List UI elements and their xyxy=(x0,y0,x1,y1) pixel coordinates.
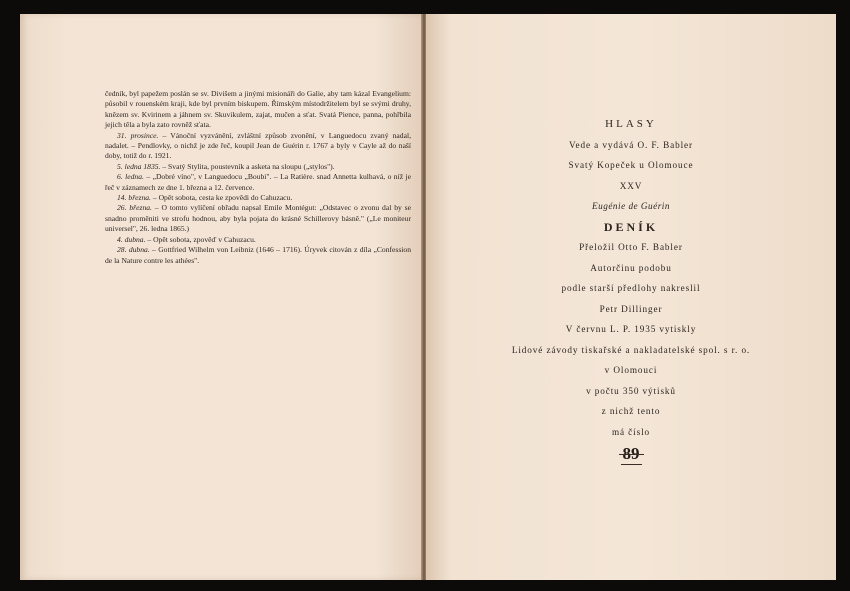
place-line: Svatý Kopeček u Olomouce xyxy=(568,160,694,170)
of-which-line: z nichž tento xyxy=(601,406,661,416)
city-line: v Olomouci xyxy=(604,365,658,375)
note-date: 5. ledna 1835. xyxy=(117,161,161,171)
portrait-source-line: podle starší předlohy nakreslil xyxy=(561,283,701,293)
note-date: 4. dubna. xyxy=(117,234,146,244)
note-date: 14. března. xyxy=(117,193,151,203)
note-paragraph: čedník, byl papežem poslán se sv. Divišem a jinými misionáři do Galie, aby tam kázal Evangelium: působil v rouenském kraji, kde byl prvním biskupem. Římským místodržitelem byl se svými druhy, knězem sv. Kvirinem a jáhnem sv. Skuvikulem, zajat, mučen a sťat. Svatá Pience, panna, pohřbila jejich těla a byla zato rovněž sťata. xyxy=(105,89,411,130)
note-paragraph: 31. prosince. – Vánoční vyzvánění, zvláštní způsob zvonění, v Languedocu zvaný nadal, nadalet. – Pendlovky, o nichž je zde řeč, koupil Jean de Guérin r. 1767 a byly v Cayle až do naší doby, totiž do r. 1921. xyxy=(105,130,411,161)
note-date: 6. ledna. xyxy=(117,172,144,182)
note-paragraph: 4. dubna. – Opět sobota, zpověď v Cahuzacu. xyxy=(117,234,256,244)
note-date: 28. dubna. xyxy=(117,245,150,255)
left-page xyxy=(20,14,424,580)
note-paragraph: 5. ledna 1835. – Svatý Stylita, poustevník a asketa na sloupu („stylos"). xyxy=(117,161,335,171)
printed-line: V červnu L. P. 1935 vytiskly xyxy=(565,324,697,334)
note-paragraph: 14. března. – Opět sobota, cesta ke zpovědi do Cahuzacu. xyxy=(117,193,293,203)
copy-number-wrap xyxy=(426,444,836,472)
book-title: DENÍK xyxy=(603,219,659,234)
volume-number: XXV xyxy=(619,180,643,191)
note-paragraph: 26. března. – O tomto vylíčení obřadu napsal Emile Montégut: „Odstavec o zvonu dal by se snadno proměniti ve strofu hodnou, aby byla pojata do krásné Schillerovy básně." („Le moniteur universel", 26. ledna 1865.) xyxy=(105,203,411,234)
note-date: 26. března. xyxy=(117,203,152,213)
note-date: 31. prosince. xyxy=(117,130,159,140)
copies-line: v počtu 350 výtisků xyxy=(586,385,676,396)
illustrator-name: Petr Dillinger xyxy=(599,303,663,314)
note-paragraph: 6. ledna. – „Dobré víno", v Languedocu „Boubi". – La Ratière. snad Annetta kulhavá, o níž je řeč v záznamech ze dne 1. března a 12. července. xyxy=(105,172,411,192)
editor-line: Vede a vydává O. F. Babler xyxy=(569,139,693,150)
translator-line: Přeložil Otto F. Babler xyxy=(579,242,683,252)
has-number-line: má číslo xyxy=(611,426,651,437)
notes-text xyxy=(105,89,411,266)
author-name: Eugénie de Guérin xyxy=(592,201,670,211)
series-name: HLASY xyxy=(605,118,657,130)
colophon xyxy=(426,114,836,472)
portrait-line: Autorčinu podobu xyxy=(590,262,672,273)
printer-name: Lidové závody tiskařské a nakladatelské spol. s r. o. xyxy=(511,344,751,355)
copy-number: 89 xyxy=(622,444,640,463)
note-paragraph: 28. dubna. – Gottfried Wilhelm von Leibniz (1646 – 1716). Úryvek citován z díla „Confession de la Nature contre les athées". xyxy=(105,245,411,265)
right-page xyxy=(426,14,836,580)
